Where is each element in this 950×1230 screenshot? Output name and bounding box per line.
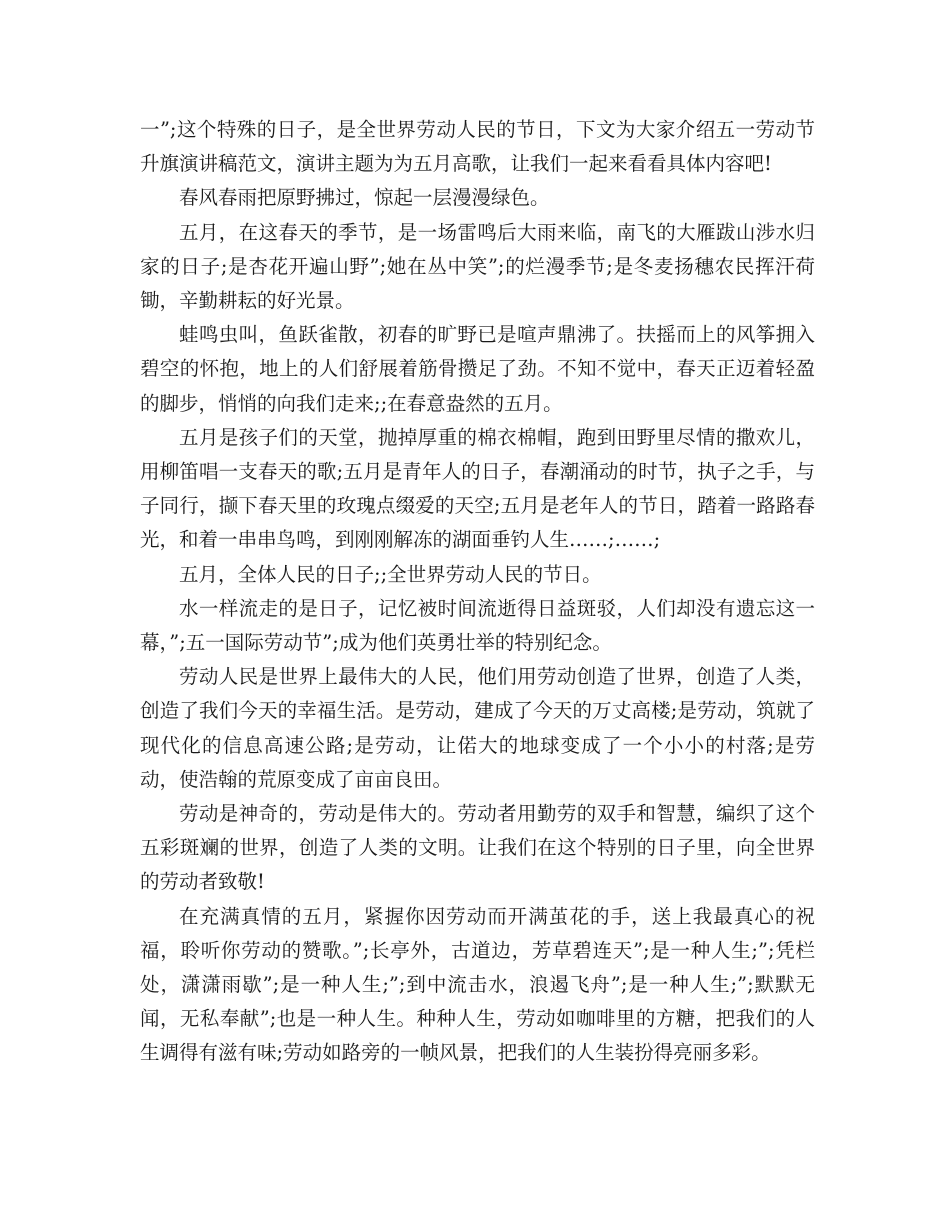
paragraph: 五月是孩子们的天堂，抛掉厚重的棉衣棉帽，跑到田野里尽情的撒欢儿，用柳笛唱一支春天的歌;五月是青年人的日子，春潮涌动的时节，执子之手，与子同行，撷下春天里的玫瑰点缀爱的天空;五月是老年人的节日，踏着一路路春光，和着一串串鸟鸣，到刚刚解冻的湖面垂钓人生……;……; <box>140 425 815 552</box>
paragraph: 蛙鸣虫叫，鱼跃雀散，初春的旷野已是喧声鼎沸了。扶摇而上的风筝拥入碧空的怀抱，地上的人们舒展着筋骨攒足了劲。不知不觉中，春天正迈着轻盈的脚步，悄悄的向我们走来;;在春意盎然的五月。 <box>140 323 815 415</box>
paragraph: 五月，在这春天的季节，是一场雷鸣后大雨来临，南飞的大雁跋山涉水归家的日子;是杏花开遍山野”;她在丛中笑”;的烂漫季节;是冬麦扬穗农民挥汗荷锄，辛勤耕耘的好光景。 <box>140 220 815 313</box>
paragraph: 一”;这个特殊的日子，是全世界劳动人民的节日，下文为大家介绍五一劳动节升旗演讲稿范文，演讲主题为为五月高歌，让我们一起来看看具体内容吧! <box>140 118 815 176</box>
document-body <box>140 113 815 1071</box>
paragraph: 劳动人民是世界上最伟大的人民，他们用劳动创造了世界，创造了人类，创造了我们今天的幸福生活。是劳动，建成了今天的万丈高楼;是劳动，筑就了现代化的信息高速公路;是劳动，让偌大的地球变成了一个小小的村落;是劳动，使浩翰的荒原变成了亩亩良田。 <box>140 665 815 791</box>
paragraph: 劳动是神奇的，劳动是伟大的。劳动者用勤劳的双手和智慧，编织了这个五彩斑斓的世界，创造了人类的文明。让我们在这个特别的日子里，向全世界的劳动者致敬! <box>140 802 815 894</box>
paragraph: 在充满真情的五月，紧握你因劳动而开满茧花的手，送上我最真心的祝福，聆听你劳动的赞歌。”;长亭外，古道边，芳草碧连天”;是一种人生;”;凭栏处，潇潇雨歇”;是一种人生;”;到中流击水，浪遏飞舟”;是一种人生;”;默默无闻，无私奉献”;也是一种人生。种种人生，劳动如咖啡里的方糖，把我们的人生调得有滋有味;劳动如路旁的一帧风景，把我们的人生装扮得亮丽多彩。 <box>140 904 815 1065</box>
paragraph: 春风春雨把原野拂过，惊起一层漫漫绿色。 <box>179 186 550 210</box>
paragraph: 水一样流走的是日子，记忆被时间流逝得日益斑驳，人们却没有遗忘这一幕，”;五一国际劳动节”;成为他们英勇壮举的特别纪念。 <box>140 596 815 655</box>
paragraph: 五月，全体人民的日子;;全世界劳动人民的节日。 <box>179 562 602 586</box>
